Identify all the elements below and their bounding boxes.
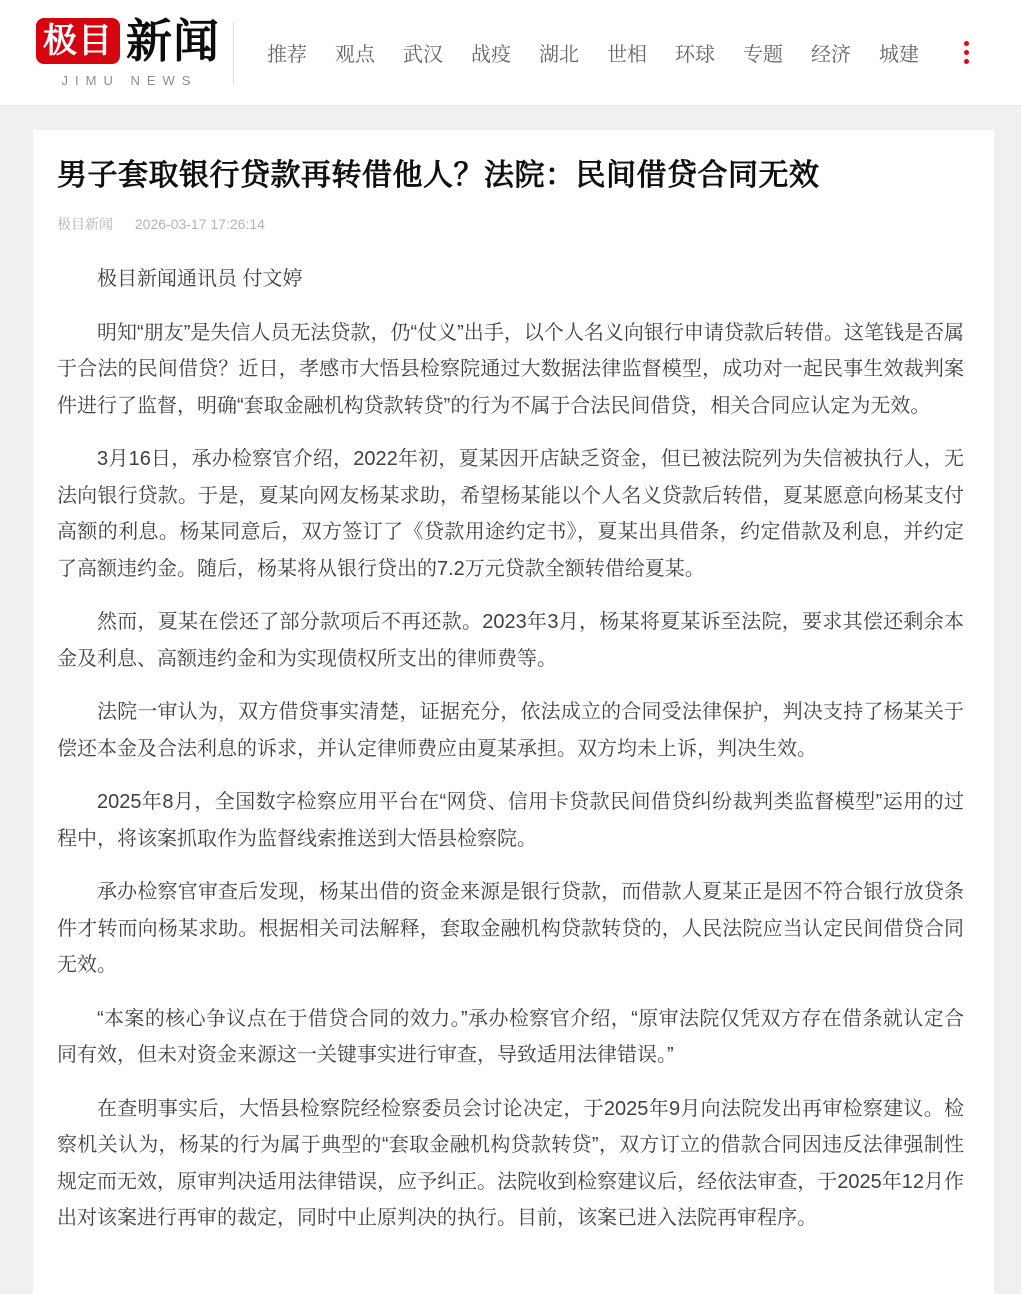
nav-item[interactable]: 城建	[879, 44, 919, 66]
article-paragraph: 承办检察官审查后发现，杨某出借的资金来源是银行贷款，而借款人夏某正是因不符合银行放贷条件才转而向杨某求助。根据相关司法解释，套取金融机构贷款转贷的，人民法院应当认定民间借贷合同无效。	[57, 881, 964, 976]
article-paragraph: 明知“朋友”是失信人员无法贷款，仍“仗义”出手，以个人名义向银行申请贷款后转借。这笔钱是否属于合法的民间借贷？近日，孝感市大悟县检察院通过大数据法律监督模型，成功对一起民事生效裁判案件进行了监督，明确“套取金融机构贷款转贷”的行为不属于合法民间借贷，相关合同应认定为无效。	[57, 321, 964, 417]
publish-timestamp: 2026-03-17 17:26:14	[134, 216, 265, 232]
article-paragraph: 在查明事实后，大悟县检察院经检察委员会讨论决定，于2025年9月向法院发出再审检察建议。检察机关认为，杨某的行为属于典型的“套取金融机构贷款转贷”，双方订立的借款合同因违反法律强制性规定而无效，原审判决适用法律错误，应予纠正。法院收到检察建议后，经依法审查，于2025年12月作出对该案进行再审的裁定，同时中止原判决的执行。目前，该案已进入法院再审程序。	[57, 1097, 964, 1229]
logo-side-text: 新闻	[126, 14, 220, 67]
kebab-menu-icon	[964, 50, 969, 55]
header-divider	[233, 22, 234, 84]
nav-item[interactable]: 观点	[335, 44, 375, 66]
nav-item[interactable]: 战疫	[471, 44, 511, 66]
article-body	[57, 261, 964, 1237]
kebab-menu-icon	[964, 59, 969, 64]
source-name: 极目新闻	[57, 216, 113, 232]
logo-row	[36, 14, 220, 67]
nav-item[interactable]: 武汉	[403, 44, 443, 66]
article-paragraph: 法院一审认为，双方借贷事实清楚，证据充分，依法成立的合同受法律保护，判决支持了杨某关于偿还本金及合法利息的诉求，并认定律师费应由夏某承担。双方均未上诉，判决生效。	[57, 701, 964, 760]
article-paragraph: 然而，夏某在偿还了部分款项后不再还款。2023年3月，杨某将夏某诉至法院，要求其偿还剩余本金及利息、高额违约金和为实现债权所支出的律师费等。	[57, 611, 964, 670]
site-header	[0, 0, 1021, 106]
page-background	[0, 106, 1021, 1294]
article-title: 男子套取银行贷款再转借他人？法院：民间借贷合同无效	[57, 159, 820, 192]
article-paragraph: 3月16日，承办检察官介绍，2022年初，夏某因开店缺乏资金，但已被法院列为失信被执行人，无法向银行贷款。于是，夏某向网友杨某求助，希望杨某能以个人名义贷款后转借，夏某愿意向杨某支付高额的利息。杨某同意后，双方签订了《贷款用途约定书》，夏某出具借条，约定借款及利息，并约定了高额违约金。随后，杨某将从银行贷出的7.2万元贷款全额转借给夏某。	[57, 448, 964, 580]
more-menu-button[interactable]	[960, 37, 973, 68]
kebab-menu-icon	[964, 41, 969, 46]
byline	[57, 214, 964, 234]
main-nav	[267, 38, 919, 67]
nav-item[interactable]: 专题	[743, 44, 783, 66]
logo-boxed-text: 极目	[36, 18, 120, 64]
article-paragraph: 2025年8月，全国数字检察应用平台在“网贷、信用卡贷款民间借贷纠纷裁判类监督模型”运用的过程中，将该案抓取作为监督线索推送到大悟县检察院。	[57, 791, 964, 850]
article-paragraph: “本案的核心争议点在于借贷合同的效力。”承办检察官介绍，“原审法院仅凭双方存在借条就认定合同有效，但未对资金来源这一关键事实进行审查，导致适用法律错误。”	[57, 1007, 964, 1066]
brand-logo[interactable]	[36, 14, 220, 88]
nav-item[interactable]: 湖北	[539, 44, 579, 66]
article-card	[33, 130, 994, 1294]
nav-item[interactable]: 推荐	[267, 44, 307, 66]
nav-item[interactable]: 世相	[607, 44, 647, 66]
nav-item[interactable]: 环球	[675, 44, 715, 66]
article-paragraph: 极目新闻通讯员 付文婷	[97, 268, 303, 290]
nav-item[interactable]: 经济	[811, 44, 851, 66]
logo-subtext: JIMU NEWS	[61, 72, 198, 88]
